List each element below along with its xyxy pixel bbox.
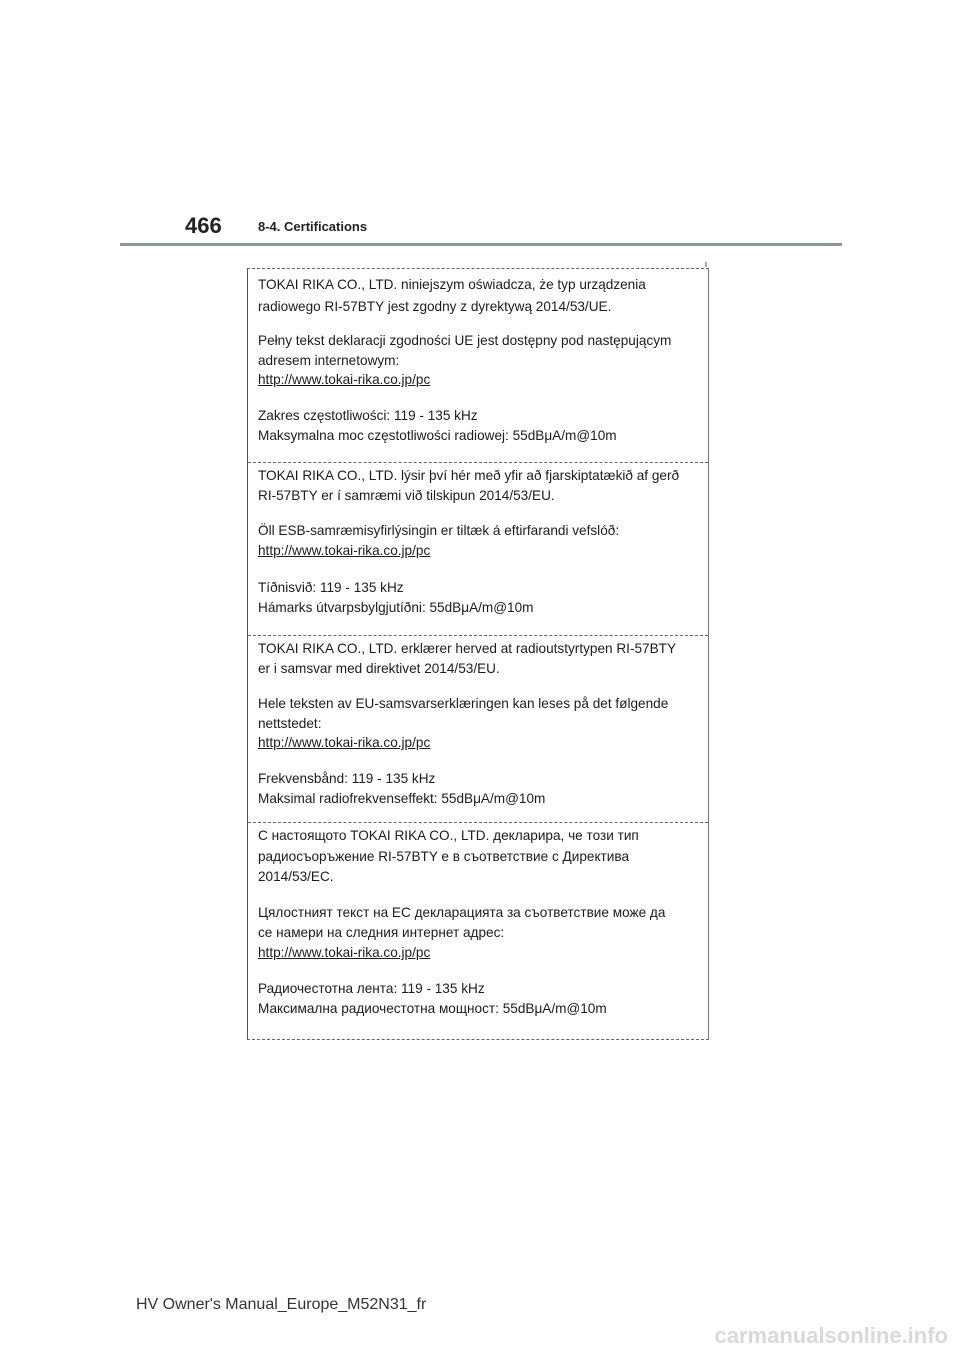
text-line: 2014/53/ЕС. [258,869,334,884]
certification-block-bulgarian [248,822,708,1037]
text-line: TOKAI RIKA CO., LTD. niniejszym oświadcza, że typ urządzenia [258,277,646,292]
certification-block-norwegian [248,635,708,825]
section-title: 8-4. Certifications [258,219,368,234]
text-line: С настоящото TOKAI RIKA CO., LTD. декларира, че този тип [258,828,639,843]
text-line: TOKAI RIKA CO., LTD. erklærer herved at radioutstyrtypen RI-57BTY [258,641,677,656]
text-line: RI-57BTY er í samræmi við tilskipun 2014/53/EU. [258,488,555,503]
text-line: радиосъоръжение RI-57BTY е в съответствие с Директива [258,849,629,864]
page-number: 466 [185,213,222,238]
text-line: adresem internetowym: [258,353,400,368]
certification-block-polish [248,269,708,454]
certification-block-icelandic [248,462,708,634]
text-line: Радиочестотна лента: 119 - 135 kHz [258,981,485,996]
text-line: radiowego RI-57BTY jest zgodny z dyrektywą 2014/53/UE. [258,299,612,314]
url-link[interactable]: http://www.tokai-rika.co.jp/pc [258,543,431,558]
text-line: Tíðnisvið: 119 - 135 kHz [258,580,404,595]
text-line: Zakres częstotliwości: 119 - 135 kHz [258,408,478,423]
text-line: Maksymalna moc częstotliwości radiowej: 55dBμA/m@10m [258,428,617,443]
text-line: Frekvensbånd: 119 - 135 kHz [258,771,436,786]
text-line: er i samsvar med direktivet 2014/53/EU. [258,661,500,676]
text-line: Максимална радиочестотна мощност: 55dBμA/m@10m [258,1001,607,1016]
text-line: Цялостният текст на ЕС декларацията за съответствие може да [258,905,666,920]
text-line: Pełny tekst deklaracji zgodności UE jest dostępny pod następującym [258,333,672,348]
certification-scan-box [247,268,709,1040]
url-link[interactable]: http://www.tokai-rika.co.jp/pc [258,372,431,387]
watermark: carmanualsonline.info [714,1323,948,1348]
text-line: Maksimal radiofrekvenseffekt: 55dBμA/m@10m [258,791,546,806]
header-divider [120,243,842,246]
text-line: Hele teksten av EU-samsvarserklæringen kan leses på det følgende [258,696,669,711]
text-line: nettstedet: [258,716,322,731]
text-line: Öll ESB-samræmisyfirlýsingin er tiltæk á eftirfarandi vefslóð: [258,523,620,538]
text-line: Hámarks útvarpsbylgjutíðni: 55dBμA/m@10m [258,600,534,615]
page-header [0,0,960,260]
text-line: се намери на следния интернет адрес: [258,925,505,940]
url-link[interactable]: http://www.tokai-rika.co.jp/pc [258,945,431,960]
manual-footer: HV Owner's Manual_Europe_M52N31_fr [136,1296,427,1313]
url-link[interactable]: http://www.tokai-rika.co.jp/pc [258,735,431,750]
text-line: TOKAI RIKA CO., LTD. lýsir því hér með yfir að fjarskiptatækið af gerð [258,468,680,483]
